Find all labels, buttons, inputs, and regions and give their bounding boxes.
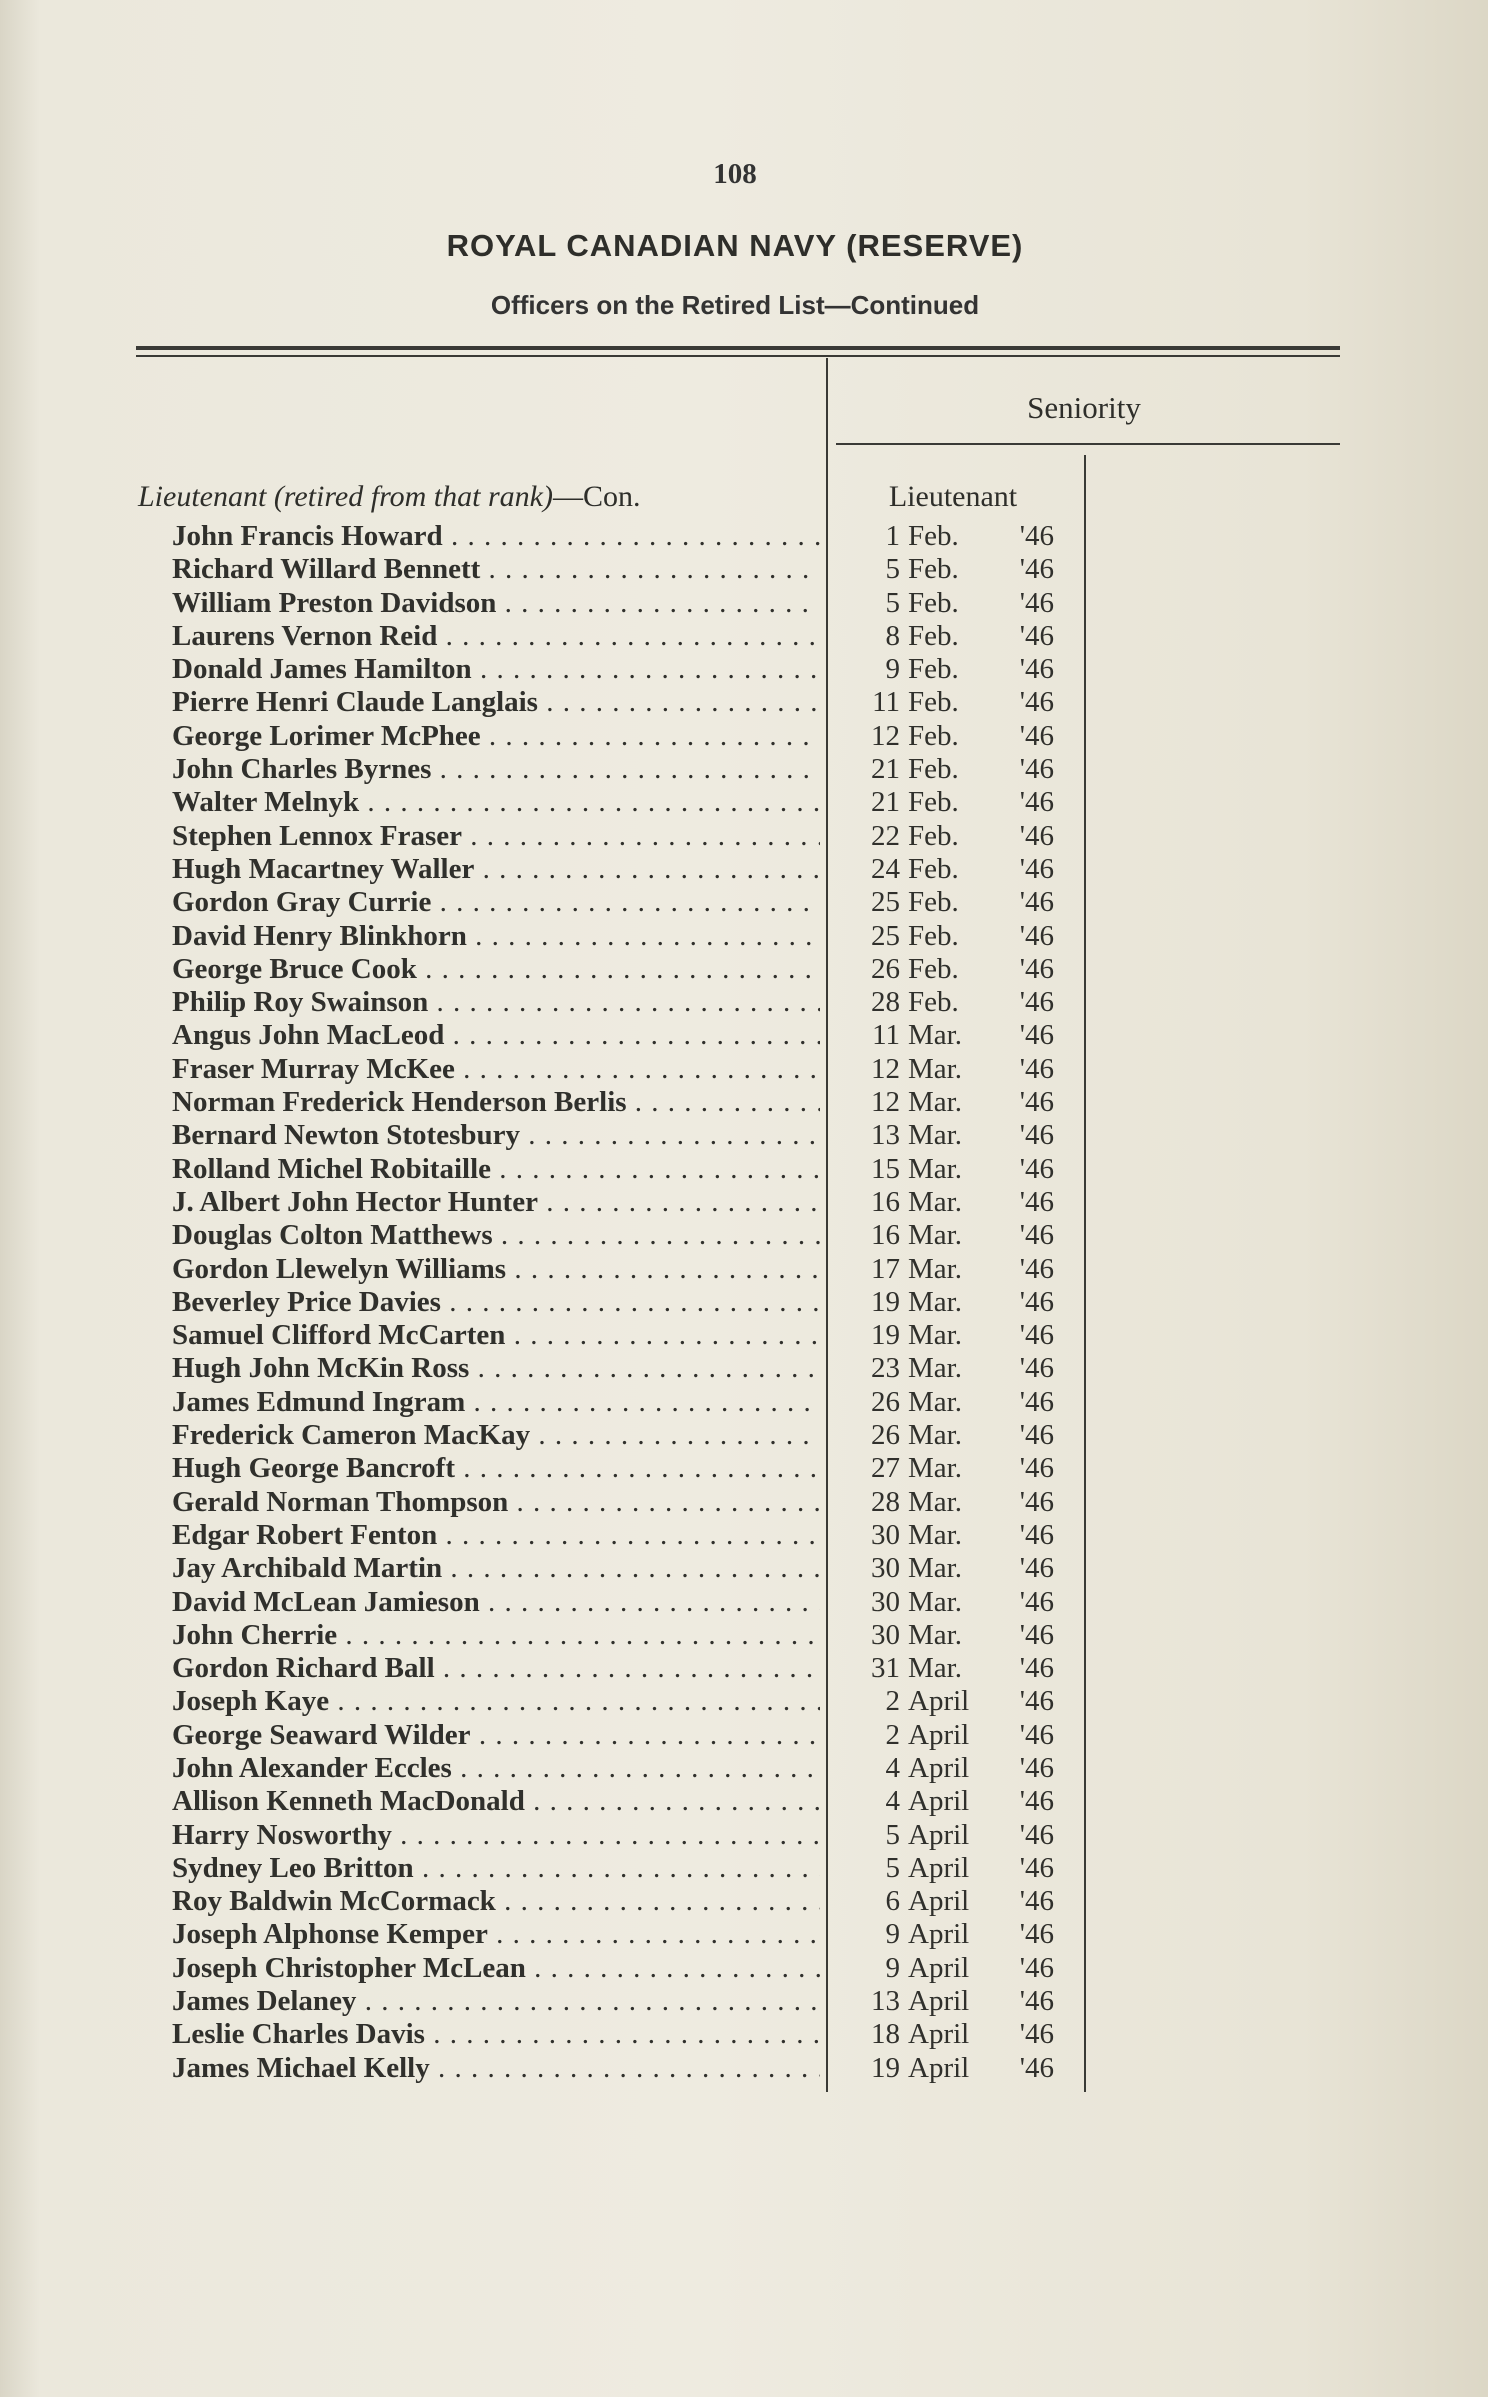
seniority-year: '46 xyxy=(1019,2051,1054,2084)
seniority-year: '46 xyxy=(1019,1319,1054,1352)
seniority-month: April xyxy=(908,1818,970,1851)
seniority-month: Mar. xyxy=(908,1518,962,1551)
officer-row xyxy=(0,920,1488,953)
seniority-date xyxy=(846,1286,1066,1319)
seniority-date xyxy=(846,686,1066,719)
officer-name: Rolland Michel Robitaille . . . xyxy=(172,1153,820,1186)
seniority-year: '46 xyxy=(1019,1918,1054,1951)
seniority-day: 27 xyxy=(871,1452,900,1485)
seniority-month: Mar. xyxy=(908,1019,962,1052)
seniority-date xyxy=(846,1952,1066,1985)
seniority-month: Mar. xyxy=(908,1352,962,1385)
seniority-day: 15 xyxy=(871,1152,900,1185)
seniority-date xyxy=(846,786,1066,819)
seniority-day: 13 xyxy=(871,1985,900,2018)
seniority-date xyxy=(846,520,1066,553)
officer-row xyxy=(0,1486,1488,1519)
seniority-month: Mar. xyxy=(908,1252,962,1285)
seniority-year: '46 xyxy=(1019,520,1054,552)
officer-row xyxy=(0,1785,1488,1818)
seniority-day: 30 xyxy=(871,1618,900,1651)
seniority-day: 19 xyxy=(871,1285,900,1318)
seniority-month: April xyxy=(908,1751,970,1784)
section-label xyxy=(138,480,640,514)
officer-row xyxy=(0,1019,1488,1052)
seniority-year: '46 xyxy=(1019,1352,1054,1385)
seniority-year: '46 xyxy=(1019,1751,1054,1784)
officer-name: Beverley Price Davies . . . xyxy=(172,1286,820,1319)
officer-row xyxy=(0,986,1488,1019)
officer-name: Roy Baldwin McCormack . . . xyxy=(172,1885,820,1918)
officer-name: James Delaney . . . xyxy=(172,1985,820,2018)
seniority-year: '46 xyxy=(1019,1785,1054,1818)
seniority-year: '46 xyxy=(1019,919,1054,952)
officer-name: Leslie Charles Davis . . . xyxy=(172,2018,820,2051)
seniority-year: '46 xyxy=(1019,553,1054,586)
seniority-day: 19 xyxy=(871,2051,900,2084)
seniority-year: '46 xyxy=(1019,1518,1054,1551)
seniority-day: 12 xyxy=(871,1086,900,1119)
seniority-month: Feb. xyxy=(908,819,959,852)
officer-row xyxy=(0,1253,1488,1286)
seniority-day: 26 xyxy=(871,1419,900,1452)
officer-row xyxy=(0,1652,1488,1685)
officer-name: Frederick Cameron MacKay . . . xyxy=(172,1419,820,1452)
seniority-month: April xyxy=(908,1985,970,2018)
officer-row xyxy=(0,1752,1488,1785)
seniority-month: April xyxy=(908,1885,970,1918)
seniority-year: '46 xyxy=(1019,1452,1054,1485)
officer-row xyxy=(0,1719,1488,1752)
seniority-year: '46 xyxy=(1019,852,1054,885)
officer-row xyxy=(0,1219,1488,1252)
document-subtitle: Officers on the Retired List—Continued xyxy=(490,290,980,320)
officer-name: James Edmund Ingram . . . xyxy=(172,1386,820,1419)
seniority-date xyxy=(846,1852,1066,1885)
seniority-day: 23 xyxy=(871,1352,900,1385)
seniority-date xyxy=(846,986,1066,1019)
officer-row xyxy=(0,2052,1488,2085)
seniority-month: Mar. xyxy=(908,1086,962,1119)
officer-name: Pierre Henri Claude Langlais . . . xyxy=(172,686,820,719)
seniority-month: Feb. xyxy=(908,586,959,619)
officer-row xyxy=(0,1819,1488,1852)
seniority-month: Mar. xyxy=(908,1152,962,1185)
seniority-day: 4 xyxy=(885,1751,900,1784)
seniority-year: '46 xyxy=(1019,1951,1054,1984)
seniority-year: '46 xyxy=(1019,1152,1054,1185)
header-rule-thin xyxy=(136,355,1340,357)
seniority-date xyxy=(846,1985,1066,2018)
seniority-day: 9 xyxy=(885,653,900,686)
officer-row xyxy=(0,886,1488,919)
officer-row xyxy=(0,1119,1488,1152)
document-title: ROYAL CANADIAN NAVY (RESERVE) xyxy=(446,228,1024,263)
seniority-year: '46 xyxy=(1019,1618,1054,1651)
seniority-date xyxy=(846,853,1066,886)
officer-row xyxy=(0,1319,1488,1352)
seniority-day: 25 xyxy=(871,886,900,919)
officer-name: Stephen Lennox Fraser . . . xyxy=(172,820,820,853)
officer-name: Allison Kenneth MacDonald . . . xyxy=(172,1785,820,1818)
seniority-year: '46 xyxy=(1019,1652,1054,1685)
officer-row xyxy=(0,1885,1488,1918)
officer-name: Donald James Hamilton . . . xyxy=(172,653,820,686)
seniority-year: '46 xyxy=(1019,586,1054,619)
seniority-date xyxy=(846,1019,1066,1052)
seniority-year: '46 xyxy=(1019,1685,1054,1718)
seniority-date xyxy=(846,920,1066,953)
seniority-day: 16 xyxy=(871,1219,900,1252)
officer-name: Hugh George Bancroft . . . xyxy=(172,1452,820,1485)
seniority-day: 22 xyxy=(871,819,900,852)
seniority-day: 5 xyxy=(885,586,900,619)
seniority-date xyxy=(846,553,1066,586)
officer-list xyxy=(0,520,1488,2085)
seniority-month: Feb. xyxy=(908,653,959,686)
seniority-month: Feb. xyxy=(908,986,959,1019)
seniority-day: 30 xyxy=(871,1585,900,1618)
officer-name: Gordon Llewelyn Williams . . . xyxy=(172,1253,820,1286)
officer-name: Norman Frederick Henderson Berlis . . . xyxy=(172,1086,820,1119)
seniority-month: Feb. xyxy=(908,520,959,552)
seniority-date xyxy=(846,620,1066,653)
seniority-day: 11 xyxy=(872,1019,900,1052)
officer-name: Bernard Newton Stotesbury . . . xyxy=(172,1119,820,1152)
officer-name: David McLean Jamieson . . . xyxy=(172,1586,820,1619)
officer-row xyxy=(0,1286,1488,1319)
seniority-date xyxy=(846,653,1066,686)
officer-row xyxy=(0,1452,1488,1485)
officer-name: Walter Melnyk . . . xyxy=(172,786,820,819)
seniority-date xyxy=(846,886,1066,919)
seniority-month: Feb. xyxy=(908,919,959,952)
seniority-month: Mar. xyxy=(908,1419,962,1452)
header-rule-thick xyxy=(136,346,1340,350)
officer-row xyxy=(0,1852,1488,1885)
seniority-day: 26 xyxy=(871,952,900,985)
seniority-day: 19 xyxy=(871,1319,900,1352)
officer-name: George Seaward Wilder . . . xyxy=(172,1719,820,1752)
officer-name: J. Albert John Hector Hunter . . . xyxy=(172,1186,820,1219)
seniority-date xyxy=(846,1319,1066,1352)
seniority-date xyxy=(846,2018,1066,2051)
seniority-month: Mar. xyxy=(908,1052,962,1085)
seniority-year: '46 xyxy=(1019,1285,1054,1318)
seniority-date xyxy=(846,1352,1066,1385)
seniority-day: 9 xyxy=(885,1951,900,1984)
officer-row xyxy=(0,1685,1488,1718)
seniority-year: '46 xyxy=(1019,1119,1054,1152)
seniority-month: Feb. xyxy=(908,952,959,985)
seniority-year: '46 xyxy=(1019,819,1054,852)
seniority-month: April xyxy=(908,2051,970,2084)
seniority-day: 12 xyxy=(871,1052,900,1085)
seniority-date xyxy=(846,1685,1066,1718)
seniority-day: 30 xyxy=(871,1518,900,1551)
seniority-date xyxy=(846,1918,1066,1951)
officer-name: Joseph Alphonse Kemper . . . xyxy=(172,1918,820,1951)
seniority-date xyxy=(846,820,1066,853)
seniority-month: Feb. xyxy=(908,719,959,752)
seniority-year: '46 xyxy=(1019,1086,1054,1119)
officer-row xyxy=(0,620,1488,653)
officer-row xyxy=(0,520,1488,553)
officer-name: John Cherrie . . . xyxy=(172,1619,820,1652)
seniority-year: '46 xyxy=(1019,786,1054,819)
seniority-year: '46 xyxy=(1019,1985,1054,2018)
seniority-month: Mar. xyxy=(908,1319,962,1352)
seniority-month: Feb. xyxy=(908,786,959,819)
seniority-month: Mar. xyxy=(908,1219,962,1252)
officer-row xyxy=(0,686,1488,719)
section-label-italic: Lieutenant (retired from that rank) xyxy=(138,480,553,513)
officer-row xyxy=(0,653,1488,686)
seniority-year: '46 xyxy=(1019,619,1054,652)
seniority-month: Mar. xyxy=(908,1485,962,1518)
officer-name: Laurens Vernon Reid . . . xyxy=(172,620,820,653)
seniority-month: April xyxy=(908,1785,970,1818)
seniority-month: Feb. xyxy=(908,753,959,786)
seniority-month: April xyxy=(908,1951,970,1984)
seniority-month: Mar. xyxy=(908,1452,962,1485)
officer-name: Edgar Robert Fenton . . . xyxy=(172,1519,820,1552)
seniority-month: April xyxy=(908,1918,970,1951)
seniority-day: 21 xyxy=(871,786,900,819)
officer-name: John Charles Byrnes . . . xyxy=(172,753,820,786)
seniority-header-rule xyxy=(836,443,1340,445)
seniority-date xyxy=(846,953,1066,986)
officer-row xyxy=(0,553,1488,586)
seniority-day: 2 xyxy=(885,1685,900,1718)
seniority-date xyxy=(846,1619,1066,1652)
officer-name: Gordon Gray Currie . . . xyxy=(172,886,820,919)
seniority-date xyxy=(846,1785,1066,1818)
seniority-day: 30 xyxy=(871,1552,900,1585)
seniority-date xyxy=(846,720,1066,753)
officer-name: Jay Archibald Martin . . . xyxy=(172,1552,820,1585)
seniority-year: '46 xyxy=(1019,1485,1054,1518)
seniority-day: 6 xyxy=(885,1885,900,1918)
seniority-year: '46 xyxy=(1019,1385,1054,1418)
seniority-date xyxy=(846,2052,1066,2085)
seniority-year: '46 xyxy=(1019,986,1054,1019)
seniority-day: 9 xyxy=(885,1918,900,1951)
seniority-day: 1 xyxy=(885,520,900,552)
officer-name: William Preston Davidson . . . xyxy=(172,587,820,620)
officer-name: John Francis Howard . . . xyxy=(172,520,820,553)
officer-name: Hugh John McKin Ross . . . xyxy=(172,1352,820,1385)
officer-row xyxy=(0,953,1488,986)
seniority-date xyxy=(846,1253,1066,1286)
officer-name: Douglas Colton Matthews . . . xyxy=(172,1219,820,1252)
rank-label: Lieutenant xyxy=(888,480,1018,513)
seniority-day: 25 xyxy=(871,919,900,952)
seniority-date xyxy=(846,1652,1066,1685)
section-label-suffix: —Con. xyxy=(552,480,641,513)
seniority-month: Mar. xyxy=(908,1385,962,1418)
officer-row xyxy=(0,720,1488,753)
seniority-year: '46 xyxy=(1019,686,1054,719)
seniority-day: 2 xyxy=(885,1718,900,1751)
seniority-month: April xyxy=(908,1718,970,1751)
seniority-date xyxy=(846,1752,1066,1785)
seniority-month: Mar. xyxy=(908,1585,962,1618)
officer-row xyxy=(0,1086,1488,1119)
seniority-date xyxy=(846,1486,1066,1519)
officer-row xyxy=(0,1053,1488,1086)
officer-name: Gordon Richard Ball . . . xyxy=(172,1652,820,1685)
officer-name: Gerald Norman Thompson . . . xyxy=(172,1486,820,1519)
officer-row xyxy=(0,1186,1488,1219)
seniority-year: '46 xyxy=(1019,1718,1054,1751)
page-number: 108 xyxy=(713,158,757,190)
officer-row xyxy=(0,753,1488,786)
seniority-year: '46 xyxy=(1019,653,1054,686)
seniority-month: April xyxy=(908,1685,970,1718)
seniority-year: '46 xyxy=(1019,1052,1054,1085)
seniority-day: 13 xyxy=(871,1119,900,1152)
seniority-month: Feb. xyxy=(908,686,959,719)
seniority-month: Mar. xyxy=(908,1119,962,1152)
seniority-date xyxy=(846,1186,1066,1219)
officer-row xyxy=(0,1386,1488,1419)
seniority-year: '46 xyxy=(1019,1585,1054,1618)
seniority-month: Feb. xyxy=(908,553,959,586)
seniority-day: 8 xyxy=(885,619,900,652)
seniority-day: 28 xyxy=(871,986,900,1019)
seniority-day: 28 xyxy=(871,1485,900,1518)
seniority-date xyxy=(846,1119,1066,1152)
seniority-date xyxy=(846,1586,1066,1619)
seniority-column-header: Seniority xyxy=(1027,390,1141,425)
seniority-month: Mar. xyxy=(908,1552,962,1585)
seniority-year: '46 xyxy=(1019,1419,1054,1452)
seniority-date xyxy=(846,1419,1066,1452)
seniority-year: '46 xyxy=(1019,1252,1054,1285)
officer-row xyxy=(0,1419,1488,1452)
officer-name: Samuel Clifford McCarten . . . xyxy=(172,1319,820,1352)
seniority-day: 18 xyxy=(871,2018,900,2051)
seniority-year: '46 xyxy=(1019,886,1054,919)
officer-name: Sydney Leo Britton . . . xyxy=(172,1852,820,1885)
officer-row xyxy=(0,587,1488,620)
seniority-day: 4 xyxy=(885,1785,900,1818)
officer-name: George Lorimer McPhee . . . xyxy=(172,720,820,753)
officer-row xyxy=(0,1586,1488,1619)
officer-row xyxy=(0,786,1488,819)
seniority-year: '46 xyxy=(1019,719,1054,752)
officer-row xyxy=(0,820,1488,853)
seniority-day: 17 xyxy=(871,1252,900,1285)
seniority-year: '46 xyxy=(1019,1219,1054,1252)
officer-row xyxy=(0,1519,1488,1552)
officer-row xyxy=(0,1352,1488,1385)
seniority-month: Feb. xyxy=(908,852,959,885)
seniority-day: 24 xyxy=(871,852,900,885)
seniority-date xyxy=(846,1885,1066,1918)
seniority-date xyxy=(846,753,1066,786)
officer-row xyxy=(0,1619,1488,1652)
seniority-year: '46 xyxy=(1019,1019,1054,1052)
seniority-month: Feb. xyxy=(908,619,959,652)
officer-name: James Michael Kelly . . . xyxy=(172,2052,820,2085)
seniority-date xyxy=(846,587,1066,620)
seniority-date xyxy=(846,1552,1066,1585)
officer-name: Joseph Kaye . . . xyxy=(172,1685,820,1718)
officer-row xyxy=(0,2018,1488,2051)
officer-name: Philip Roy Swainson . . . xyxy=(172,986,820,1019)
seniority-date xyxy=(846,1519,1066,1552)
seniority-day: 11 xyxy=(872,686,900,719)
seniority-date xyxy=(846,1819,1066,1852)
seniority-date xyxy=(846,1086,1066,1119)
seniority-day: 21 xyxy=(871,753,900,786)
seniority-date xyxy=(846,1452,1066,1485)
officer-row xyxy=(0,1918,1488,1951)
officer-name: Joseph Christopher McLean . . . xyxy=(172,1952,820,1985)
seniority-year: '46 xyxy=(1019,753,1054,786)
seniority-date xyxy=(846,1719,1066,1752)
seniority-year: '46 xyxy=(1019,952,1054,985)
seniority-month: Mar. xyxy=(908,1285,962,1318)
officer-name: Angus John MacLeod . . . xyxy=(172,1019,820,1052)
officer-name: John Alexander Eccles . . . xyxy=(172,1752,820,1785)
seniority-day: 16 xyxy=(871,1185,900,1218)
seniority-day: 5 xyxy=(885,1851,900,1884)
seniority-day: 5 xyxy=(885,1818,900,1851)
seniority-day: 26 xyxy=(871,1385,900,1418)
seniority-year: '46 xyxy=(1019,1885,1054,1918)
officer-name: David Henry Blinkhorn . . . xyxy=(172,920,820,953)
officer-name: Harry Nosworthy . . . xyxy=(172,1819,820,1852)
seniority-date xyxy=(846,1219,1066,1252)
seniority-day: 12 xyxy=(871,719,900,752)
seniority-year: '46 xyxy=(1019,1818,1054,1851)
officer-row xyxy=(0,1952,1488,1985)
officer-name: Richard Willard Bennett . . . xyxy=(172,553,820,586)
officer-name: Hugh Macartney Waller . . . xyxy=(172,853,820,886)
officer-row xyxy=(0,1552,1488,1585)
seniority-month: April xyxy=(908,1851,970,1884)
seniority-month: Mar. xyxy=(908,1185,962,1218)
seniority-date xyxy=(846,1053,1066,1086)
officer-row xyxy=(0,1985,1488,2018)
officer-row xyxy=(0,1153,1488,1186)
seniority-month: Mar. xyxy=(908,1618,962,1651)
seniority-date xyxy=(846,1153,1066,1186)
seniority-year: '46 xyxy=(1019,1552,1054,1585)
seniority-year: '46 xyxy=(1019,1851,1054,1884)
seniority-day: 31 xyxy=(871,1652,900,1685)
seniority-year: '46 xyxy=(1019,1185,1054,1218)
seniority-date xyxy=(846,1386,1066,1419)
officer-row xyxy=(0,853,1488,886)
seniority-year: '46 xyxy=(1019,2018,1054,2051)
officer-name: Fraser Murray McKee . . . xyxy=(172,1053,820,1086)
seniority-month: April xyxy=(908,2018,970,2051)
officer-name: George Bruce Cook . . . xyxy=(172,953,820,986)
seniority-day: 5 xyxy=(885,553,900,586)
seniority-month: Feb. xyxy=(908,886,959,919)
seniority-month: Mar. xyxy=(908,1652,962,1685)
